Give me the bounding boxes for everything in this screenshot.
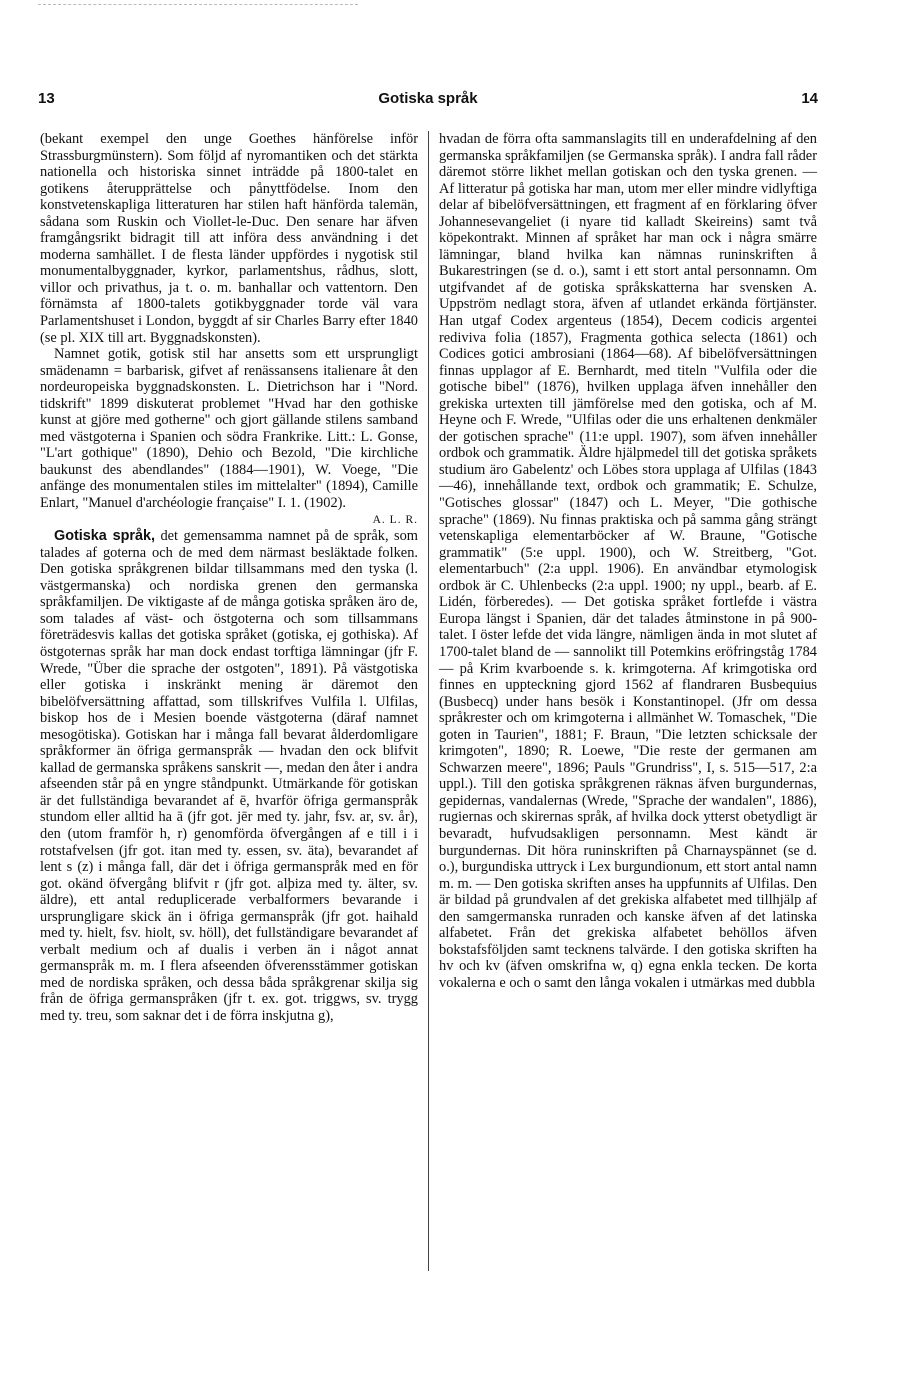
- page-number-left: 13: [38, 90, 55, 107]
- entry-body-right: hvadan de förra ofta sammanslagits till en underafdelning af den germanska språkfamiljen (se Germanska språk). I andra fall råder däremot större likhet mellan gotiskan och den tyska grenen. — Af litteratur på gotiska har man, utom mer eller mindre vidlyftiga delar af bibelöfversättningen, ett fragment af en förklaring öfver Johannesevangeliet (i nyare tid kalladt Skeireins) samt två köpekontrakt. Minnen af språket har man ock i några smärre lämningar, bland hvilka kan nämnas runinskriften å Bukarestringen (se d. o.), samt i ett stort antal personnamn. Om utgifvandet af de gotiska språkskatterna har svensken A. Uppström nedlagt stora, äfven af utlandet erkända förtjänster. Han utgaf Codex argenteus (1854), Decem codicis argentei rediviva folia (1857), Fragmenta gothica selecta (1861) och Codices gotici ambrosiani (1864—68). Af bibelöfversättningen finnas upplagor af E. Bernhardt, med titeln "Vulfila oder die gotische bibel" (1876), hvilken upplaga äfven innehåller den grekiska urtexten till jämförelse med den gotiska, och af M. Heyne och F. Wrede, "Ulfilas oder die uns erhaltenen denkmäler der gotischen sprache" (11:e uppl. 1907), som äfven innehåller ordbok och grammatik. Äldre hjälpmedel till det gotiska språkets studium äro Gabelentz' och Löbes stora upplaga af Ulfilas (1843—46), innehållande text, ordbok och grammatik; E. Schulze, "Gotisches glossar" (1847) och L. Meyer, "Die gothische sprache" (1869). Nu finnas praktiska och på samma gång strängt vetenskapliga elementarböcker af W. Braune, "Gotische grammatik" (5:e uppl. 1900), och W. Streitberg, "Got. elementarbuch" (2:a uppl. 1906). En användbar etymologisk ordbok är C. Uhlenbecks (2:a uppl. 1900; ny uppl., bearb. af E. Lidén, förberedes). — Det gotiska språket fortlefde i västra Europa längst i Spanien, där det talades åtminstone in på 900-talet. I öster lefde det vida längre, nämligen ända in mot slutet af 1700-talet bland de — sannolikt till Potemkins eröfringståg 1784 — på Krim kvarboende s. k. krimgoterna. Af krimgotiska ord finnes en uppteckning gjord 1562 af flandraren Busbequius (Busbecq) under hans besök i Konstantinopel. (Jfr om dessa språkrester och om krimgoterna i allmänhet W. Tomaschek, "Die goten in Taurien", 1881; F. Braun, "Die letzten schicksale der krimgoten", 1890; R. Loewe, "Die reste der germanen am Schwarzen meere", 1896; Pauls "Grundriss", I, s. 515—517, 2:a uppl.). Till den gotiska språkgrenen räknas äfven burgundernas, gepidernas, vandalernas (Wrede, "Sprache der wandalen", 1886), rugiernas och skirernas språk, af hvilka dock ytterst obetydligt är bevaradt, hufvudsakligen personnamn. Mest kändt är burgundernas. Dit höra runinskriften på Charnayspännet (se d. o.), burgundiska uttryck i Lex burgundionum, ett stort antal namn m. m. — Den gotiska skriften anses ha uppfunnits af Ulfilas. Den är bildad på grundvalen af det grekiska alfabetet med tillhjälp af den samgermanska runraden och kanske äfven af det latinska alfabetet. Från det grekiska alfabetet behöllos äfven bokstafsföljden samt tecknens talvärde. I den gotiska skriften ha hv och kv (äfven omskrifna w, q) egna enkla tecken. De korta vokalerna e och o samt den långa vokalen i utmärkas med dubbla: [439, 131, 817, 991]
- column-divider: [428, 131, 429, 1271]
- entry-body-left: det gemensamma namnet på de språk, som talades af goterna och de med dem närmast besläktade folken. Den gotiska språkgrenen bildar tillsammans med den tyska (l. västgermanska) och nordiska grenen den germanska språkfamiljen. De viktigaste af de många gotiska språken äro de, som talades af väst- och östgoterna och som tillsammans företrädesvis kallas det gotiska språket (gotiska, ej gothiska). Af östgoternas språk har man dock endast torftiga lämningar (jfr F. Wrede, "Über die sprache der ostgoten", 1891). På västgotiska eller gotiska i inskränkt mening är däremot den bibelöfversättning affattad, som tillskrifves Vulfila l. Ulfilas, biskop hos de i Mesien boende västgoterna (däraf namnet mesogötiska). Gotiskan har i många fall bevarat ålderdomligare språkformer än öfriga germanspråk — hvadan den ock blifvit kallad de germanska språkens sanskrit —, medan den åter i andra afseenden står på en yngre ståndpunkt. Utmärkande för gotiskan är det fullständiga bevarandet af ē, hvarför öfriga germanspråk stundom eller alltid ha ā (jfr got. jēr med ty. jahr, fsv. ar, sv. år), den (utom framför h, r) genomförda öfvergången af e till i i rotstafvelsen (jfr got. itan med ty. essen, sv. äta), bevarandet af lent s (z) i många fall, där det i öfriga germanspråk med en för got. okänd öfvergång blifvit r (jfr got. alþiza med ty. älter, sv. äldre), ett antal reduplicerade verbalformers bevarande i ursprungligare skick än i öfriga germanspråk (jfr got. haihald med ty. hielt, fsv. hiolt, sv. höll), det fullständigare bevarandet af verbalt medium och af dualis i verben än i något annat germanspråk m. m. I flera afseenden öfverensstämmer gotiskan med de nordiska språken, och dessa båda språkgrenar skilja sig från de öfriga germanspråken (jfr t. ex. got. triggws, sv. trygg med ty. treu, som saknar det i de förra inskjutna g),: [40, 528, 418, 1024]
- right-column: [439, 131, 817, 991]
- scan-edge-rule: [38, 4, 358, 5]
- author-signature: A. L. R.: [372, 513, 418, 526]
- running-title: Gotiska språk: [378, 90, 478, 107]
- entry-headword: Gotiska språk,: [54, 528, 156, 545]
- gotik-paragraph-end: (bekant exempel den unge Goethes hänförelse inför Strassburgmünstern). Som följd af nyromantiken och det stärkta nationella och historiska sinnet inträdde på 1800-talet en gotikens återupprättelse och pånyttfödelse. Inom den konstvetenskapliga litteraturen har stilen haft hänförda talemän, sådana som Ruskin och Viollet-le-Duc. Den senare har äfven framgångsrikt bidragit till att införa dess användning i det moderna samhället. I de flesta länder uppfördes i nygotisk stil monumentalbyggnader, kyrkor, parlamentshus, rådhus, slott, villor och privathus, ja t. o. m. banhallar och vattentorn. Den förnämsta af 1800-talets gotikbyggnader torde väl vara Parlamentshuset i London, byggdt af sir Charles Barry efter 1840 (se pl. XIX till art. Byggnadskonsten).: [40, 131, 418, 346]
- gotiska-sprak-entry: [40, 528, 418, 1024]
- page-number-right: 14: [801, 90, 818, 107]
- gotik-name-text: Namnet gotik, gotisk stil har ansetts som ett ursprungligt smädenamn = barbarisk, gifvet af renässansens italienare åt den nordeuropeiska byggnadskonsten. L. Dietrichson har i "Nord. tidskrift" 1899 diskuterat problemet "Hvad har den gothiske kunst at gjöre med gotherne" och gjort gällande stilens samband med västgoterna i Spanien och södra Frankrike. Litt.: L. Gonse, "L'art gothique" (1890), Dehio och Bezold, "Die kirchliche baukunst des abendlandes" (1884—1901), W. Voege, "Die anfänge des monumentalen stiles im mittelalter" (1894), Camille Enlart, "Manuel d'archéologie française" I. 1. (1902).: [40, 346, 418, 512]
- gotik-name-paragraph: [40, 346, 418, 528]
- left-column: [40, 131, 418, 1025]
- running-header: [38, 90, 818, 116]
